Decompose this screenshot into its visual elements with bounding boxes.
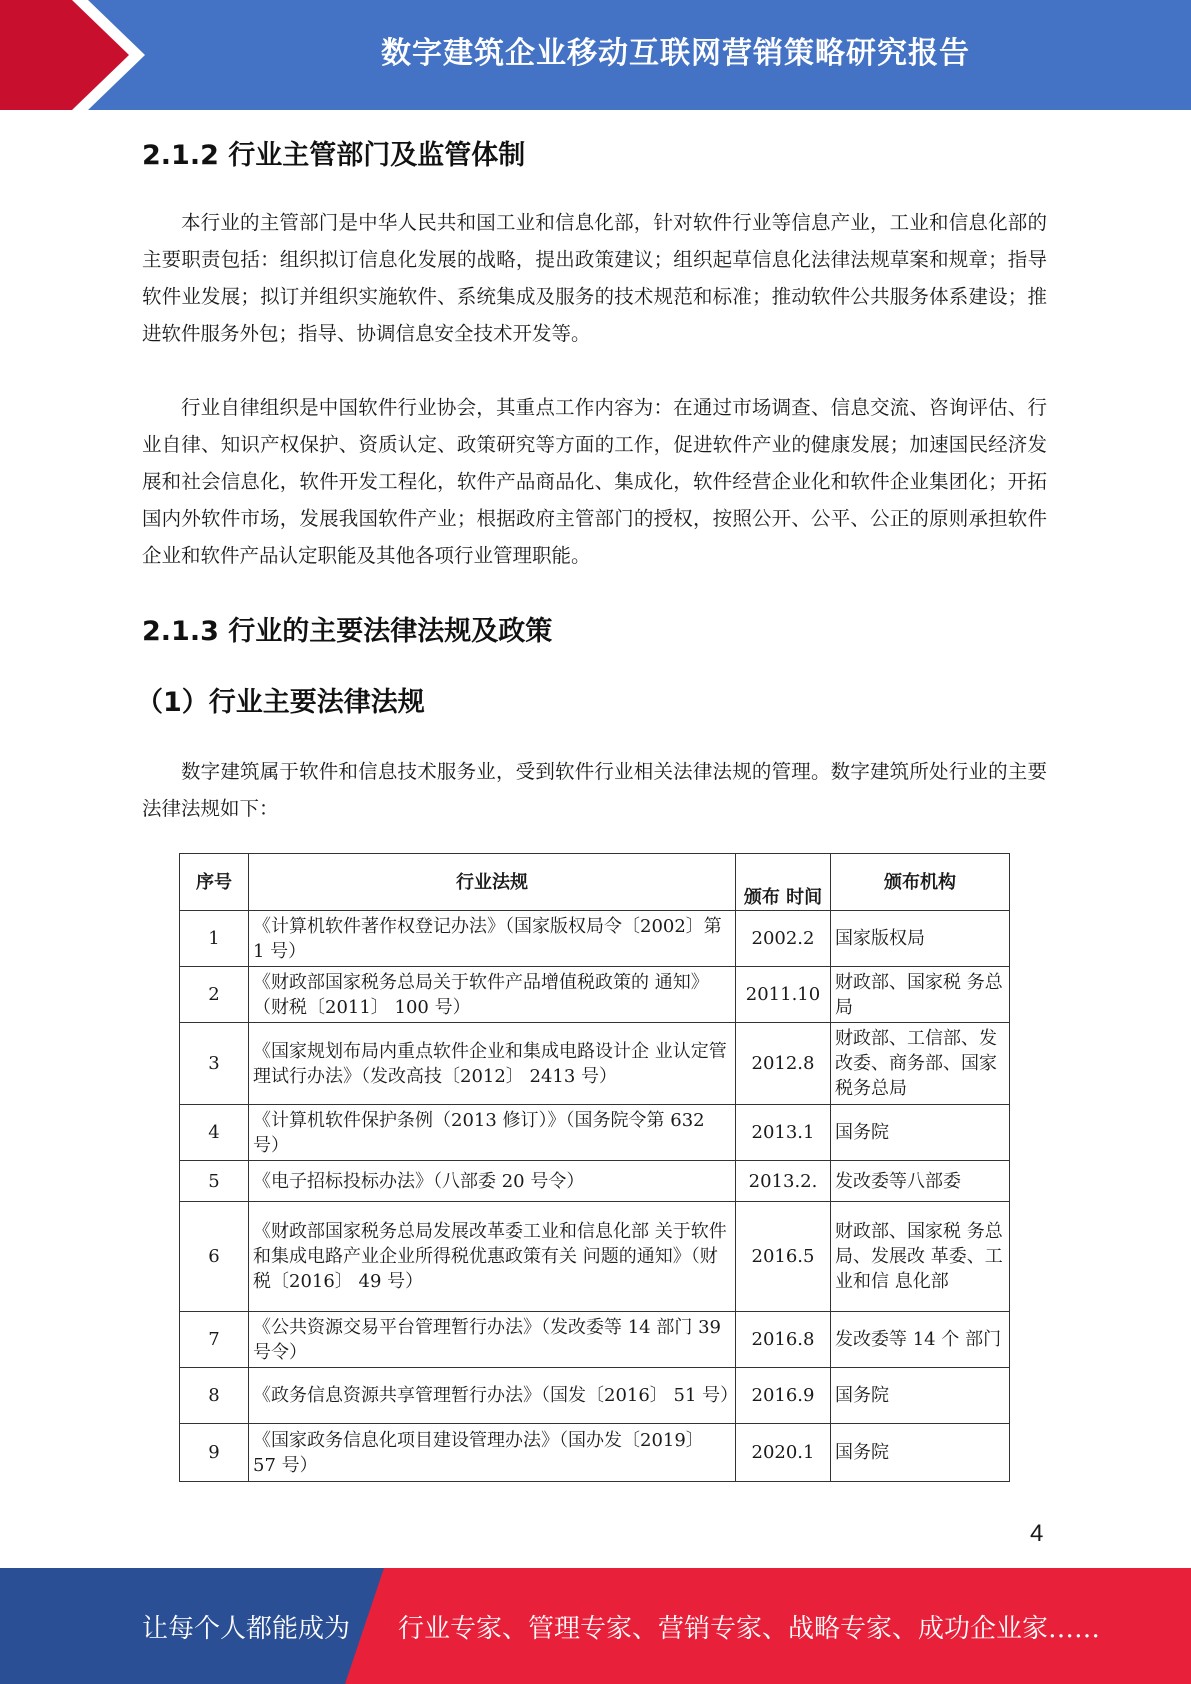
- section-title-2-1-3: 2.1.3 行业的主要法律法规及政策: [142, 616, 553, 647]
- table-row: [180, 911, 1010, 967]
- cell-law-name: 《计算机软件保护条例（2013 修订）》（国务院令第 632 号）: [249, 1105, 736, 1161]
- paragraph-regulator: 本行业的主管部门是中华人民共和国工业和信息化部，针对软件行业等信息产业，工业和信息化部的主要职责包括：组织拟订信息化发展的战略，提出政策建议；组织起草信息化法律法规草案和规章；指导软件业发展；拟订并组织实施软件、系统集成及服务的技术规范和标准；推动软件公共服务体系建设；推进软件服务外包；指导、协调信息安全技术开发等。: [142, 211, 1047, 345]
- cell-no: 8: [180, 1368, 249, 1424]
- table-row: [180, 1312, 1010, 1368]
- cell-law-name: 《国家政务信息化项目建设管理办法》（国办发〔2019〕 57 号）: [249, 1424, 736, 1482]
- page-number: 4: [1030, 1520, 1044, 1547]
- cell-law-name: 《财政部国家税务总局关于软件产品增值税政策的 通知》（财税〔2011〕 100 号）: [249, 967, 736, 1023]
- table-row: [180, 1105, 1010, 1161]
- paragraph-industry-association: 行业自律组织是中国软件行业协会，其重点工作内容为：在通过市场调查、信息交流、咨询评估、行业自律、知识产权保护、资质认定、政策研究等方面的工作，促进软件产业的健康发展；加速国民经济发展和社会信息化，软件开发工程化，软件产品商品化、集成化，软件经营企业化和软件企业集团化；开拓国内外软件市场，发展我国软件产业；根据政府主管部门的授权，按照公开、公平、公正的原则承担软件企业和软件产品认定职能及其他各项行业管理职能。: [142, 396, 1047, 567]
- header-date: 颁布 时间: [736, 854, 831, 911]
- cell-no: 6: [180, 1202, 249, 1312]
- cell-org: 国务院: [831, 1105, 1010, 1161]
- cell-no: 7: [180, 1312, 249, 1368]
- footer-slogan-right: 行业专家、管理专家、营销专家、战略专家、成功企业家……: [398, 1614, 1101, 1644]
- cell-org: 财政部、工信部、发改委、商务部、国家税务总局: [831, 1023, 1010, 1105]
- cell-date: 2020.1: [736, 1424, 831, 1482]
- cell-no: 3: [180, 1023, 249, 1105]
- table-row: [180, 1202, 1010, 1312]
- cell-law-name: 《计算机软件著作权登记办法》（国家版权局令〔2002〕第 1 号）: [249, 911, 736, 967]
- cell-org: 国务院: [831, 1424, 1010, 1482]
- table-row: [180, 967, 1010, 1023]
- cell-date: 2011.10: [736, 967, 831, 1023]
- cell-no: 1: [180, 911, 249, 967]
- header-no: 序号: [180, 854, 249, 911]
- table-row: [180, 1368, 1010, 1424]
- header-arrow-decoration: [0, 0, 160, 110]
- cell-law-name: 《公共资源交易平台管理暂行办法》（发改委等 14 部门 39 号令）: [249, 1312, 736, 1368]
- cell-no: 2: [180, 967, 249, 1023]
- cell-no: 9: [180, 1424, 249, 1482]
- laws-table: [179, 853, 1010, 1482]
- cell-date: 2016.8: [736, 1312, 831, 1368]
- footer-band: [0, 1568, 1191, 1684]
- cell-org: 发改委等 14 个 部门: [831, 1312, 1010, 1368]
- cell-no: 4: [180, 1105, 249, 1161]
- paragraph-laws-intro: 数字建筑属于软件和信息技术服务业，受到软件行业相关法律法规的管理。数字建筑所处行业的主要法律法规如下：: [142, 760, 1047, 820]
- section-title-2-1-2: 2.1.2 行业主管部门及监管体制: [142, 140, 526, 171]
- cell-law-name: 《国家规划布局内重点软件企业和集成电路设计企 业认定管理试行办法》（发改高技〔2012〕 2413 号）: [249, 1023, 736, 1105]
- cell-law-name: 《财政部国家税务总局发展改革委工业和信息化部 关于软件和集成电路产业企业所得税优惠政策有关 问题的通知》（财税〔2016〕 49 号）: [249, 1202, 736, 1312]
- cell-law-name: 《政务信息资源共享管理暂行办法》（国发〔2016〕 51 号）: [249, 1368, 736, 1424]
- table-row: [180, 1161, 1010, 1202]
- cell-date: 2002.2: [736, 911, 831, 967]
- cell-org: 国务院: [831, 1368, 1010, 1424]
- table-row: [180, 1023, 1010, 1105]
- cell-date: 2012.8: [736, 1023, 831, 1105]
- cell-org: 财政部、国家税 务总局: [831, 967, 1010, 1023]
- cell-law-name: 《电子招标投标办法》（八部委 20 号令）: [249, 1161, 736, 1202]
- report-title: 数字建筑企业移动互联网营销策略研究报告: [381, 36, 970, 71]
- cell-date: 2016.9: [736, 1368, 831, 1424]
- table-row: [180, 1424, 1010, 1482]
- header-name: 行业法规: [249, 854, 736, 911]
- cell-no: 5: [180, 1161, 249, 1202]
- cell-org: 发改委等八部委: [831, 1161, 1010, 1202]
- cell-org: 国家版权局: [831, 911, 1010, 967]
- header-org: 颁布机构: [831, 854, 1010, 911]
- table-header-row: [180, 854, 1010, 911]
- cell-date: 2013.2.: [736, 1161, 831, 1202]
- cell-date: 2013.1: [736, 1105, 831, 1161]
- subsection-title-laws: （1）行业主要法律法规: [136, 687, 425, 718]
- cell-org: 财政部、国家税 务总局、发展改 革委、工业和信 息化部: [831, 1202, 1010, 1312]
- footer-slogan-left: 让每个人都能成为: [142, 1614, 351, 1644]
- cell-date: 2016.5: [736, 1202, 831, 1312]
